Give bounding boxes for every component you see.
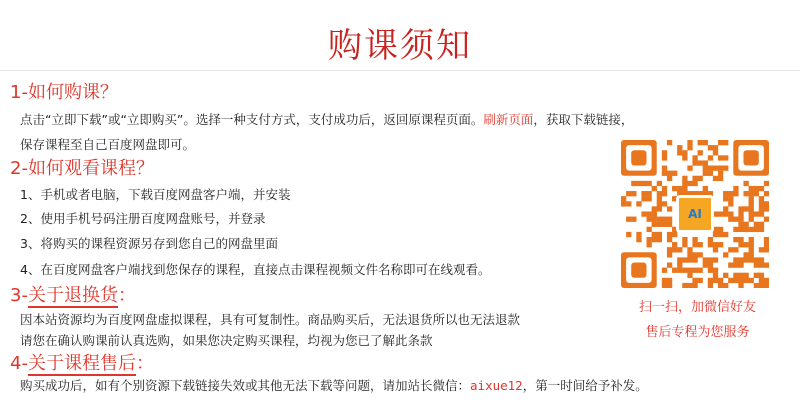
qr-module bbox=[738, 273, 743, 278]
qr-module bbox=[667, 247, 672, 252]
section2-heading: 2-如何观看课程？ bbox=[10, 158, 154, 179]
qr-module bbox=[698, 252, 703, 257]
qr-module bbox=[743, 222, 748, 227]
qr-module bbox=[754, 257, 759, 262]
qr-module bbox=[749, 237, 754, 242]
qr-module bbox=[764, 283, 769, 288]
qr-module bbox=[733, 237, 738, 242]
qr-module bbox=[692, 242, 697, 247]
qr-module bbox=[728, 211, 733, 216]
section4-line1-text: 购买成功后，如有个别资源下载链接失效或其他无法下载等问题，请加站长微信： bbox=[20, 378, 471, 393]
qr-module bbox=[738, 278, 743, 283]
qr-module bbox=[692, 278, 697, 283]
qr-module bbox=[743, 191, 748, 196]
qr-module bbox=[728, 247, 733, 252]
section4-heading-underlined: 关于课程售后 bbox=[27, 353, 136, 374]
qr-module bbox=[647, 237, 652, 242]
qr-module bbox=[738, 283, 743, 288]
qr-module bbox=[667, 232, 672, 237]
wechat-qr-code bbox=[621, 140, 769, 288]
qr-module bbox=[687, 247, 692, 252]
qr-module bbox=[631, 191, 636, 196]
qr-module bbox=[703, 257, 708, 262]
qr-module bbox=[647, 196, 652, 201]
qr-module bbox=[728, 191, 733, 196]
qr-module bbox=[759, 222, 764, 227]
qr-module bbox=[682, 181, 687, 186]
qr-module bbox=[718, 211, 723, 216]
section4-line1-tail: ，第一时间给予补发。 bbox=[522, 378, 648, 393]
qr-module bbox=[754, 211, 759, 216]
qr-module bbox=[657, 222, 662, 227]
section3-heading-underlined: 关于退换货 bbox=[27, 285, 118, 306]
qr-module bbox=[713, 145, 718, 150]
qr-module bbox=[708, 171, 713, 176]
qr-module bbox=[749, 186, 754, 191]
qr-module bbox=[647, 217, 652, 222]
qr-module bbox=[759, 278, 764, 283]
qr-module bbox=[657, 181, 662, 186]
qr-module bbox=[626, 201, 631, 206]
qr-module bbox=[718, 171, 723, 176]
qr-module bbox=[708, 283, 713, 288]
qr-module bbox=[703, 166, 708, 171]
qr-caption-1: 扫一扫，加微信好友 bbox=[638, 300, 756, 315]
qr-module bbox=[733, 217, 738, 222]
qr-module bbox=[754, 186, 759, 191]
qr-module bbox=[652, 206, 657, 211]
qr-module bbox=[621, 196, 626, 201]
qr-module bbox=[682, 237, 687, 242]
qr-module bbox=[738, 227, 743, 232]
qr-module bbox=[749, 201, 754, 206]
section3-heading-suffix: ： bbox=[117, 285, 136, 306]
qr-module bbox=[749, 196, 754, 201]
qr-module bbox=[657, 201, 662, 206]
qr-module bbox=[631, 217, 636, 222]
qr-module bbox=[682, 283, 687, 288]
qr-module bbox=[692, 252, 697, 257]
qr-module bbox=[641, 196, 646, 201]
qr-module bbox=[687, 273, 692, 278]
qr-module bbox=[733, 262, 738, 267]
qr-module bbox=[667, 217, 672, 222]
qr-module bbox=[652, 186, 657, 191]
qr-finder-pattern bbox=[743, 150, 758, 165]
qr-module bbox=[667, 206, 672, 211]
qr-module bbox=[759, 257, 764, 262]
qr-module bbox=[703, 262, 708, 267]
qr-module bbox=[738, 211, 743, 216]
qr-module bbox=[687, 145, 692, 150]
section1-line1-tail: ，获取下载链接， bbox=[533, 112, 634, 127]
qr-module bbox=[667, 278, 672, 283]
qr-module bbox=[728, 217, 733, 222]
section2-item-1: 1、手机或者电脑，下载百度网盘客户端，并安装 bbox=[20, 187, 291, 202]
qr-module bbox=[723, 252, 728, 257]
qr-module bbox=[692, 176, 697, 181]
qr-module bbox=[682, 242, 687, 247]
qr-center-logo: AI bbox=[676, 195, 714, 233]
qr-module bbox=[749, 247, 754, 252]
qr-module bbox=[708, 166, 713, 171]
qr-module bbox=[738, 242, 743, 247]
qr-module bbox=[692, 257, 697, 262]
qr-module bbox=[677, 262, 682, 267]
qr-module bbox=[738, 262, 743, 267]
section1-line1-text: 点击“立即下载”或“立即购买”。选择一种支付方式，支付成功后，返回原课程页面。 bbox=[20, 112, 484, 127]
qr-module bbox=[764, 191, 769, 196]
qr-module bbox=[723, 206, 728, 211]
qr-module bbox=[754, 283, 759, 288]
qr-module bbox=[749, 252, 754, 257]
qr-module bbox=[636, 237, 641, 242]
qr-module bbox=[723, 283, 728, 288]
section2-item-4: 4、在百度网盘客户端找到您保存的课程，直接点击课程视频文件名称即可在线观看。 bbox=[20, 262, 491, 277]
qr-module bbox=[636, 232, 641, 237]
qr-module bbox=[733, 191, 738, 196]
qr-module bbox=[703, 160, 708, 165]
qr-module bbox=[708, 262, 713, 267]
qr-module bbox=[708, 278, 713, 283]
qr-module bbox=[723, 140, 728, 145]
qr-module bbox=[733, 278, 738, 283]
qr-finder-pattern bbox=[631, 262, 646, 277]
qr-module bbox=[692, 237, 697, 242]
qr-module bbox=[682, 176, 687, 181]
section2-item-3: 3、将购买的课程资源另存到您自己的网盘里面 bbox=[20, 236, 278, 251]
qr-module bbox=[764, 201, 769, 206]
qr-module bbox=[667, 237, 672, 242]
qr-module bbox=[713, 150, 718, 155]
qr-module bbox=[733, 186, 738, 191]
qr-module bbox=[662, 222, 667, 227]
qr-module bbox=[641, 191, 646, 196]
qr-module bbox=[749, 217, 754, 222]
qr-module bbox=[647, 227, 652, 232]
qr-module bbox=[667, 262, 672, 267]
qr-module bbox=[743, 206, 748, 211]
qr-module bbox=[759, 211, 764, 216]
qr-module bbox=[764, 242, 769, 247]
qr-module bbox=[708, 237, 713, 242]
qr-module bbox=[764, 206, 769, 211]
qr-module bbox=[749, 257, 754, 262]
qr-module bbox=[667, 252, 672, 257]
qr-module bbox=[698, 140, 703, 145]
qr-finder-pattern bbox=[631, 150, 646, 165]
qr-module bbox=[677, 145, 682, 150]
qr-module bbox=[692, 283, 697, 288]
qr-module bbox=[647, 181, 652, 186]
qr-module bbox=[672, 232, 677, 237]
qr-module bbox=[703, 171, 708, 176]
qr-module bbox=[698, 150, 703, 155]
qr-module bbox=[667, 222, 672, 227]
qr-module bbox=[718, 232, 723, 237]
qr-module bbox=[759, 283, 764, 288]
qr-module bbox=[723, 191, 728, 196]
qr-module bbox=[672, 242, 677, 247]
qr-module bbox=[662, 166, 667, 171]
qr-module bbox=[723, 273, 728, 278]
section4-heading bbox=[10, 349, 154, 375]
qr-module bbox=[703, 186, 708, 191]
qr-module bbox=[743, 278, 748, 283]
qr-module bbox=[657, 217, 662, 222]
section3-line2: 请您在确认购课前认真选购，如果您决定购买课程，均视为您已了解此条款 bbox=[20, 333, 433, 348]
section1-line1 bbox=[20, 110, 633, 128]
qr-module bbox=[692, 155, 697, 160]
qr-module bbox=[682, 150, 687, 155]
qr-module bbox=[749, 206, 754, 211]
qr-module bbox=[718, 227, 723, 232]
qr-module bbox=[713, 257, 718, 262]
qr-module bbox=[743, 257, 748, 262]
qr-module bbox=[754, 227, 759, 232]
qr-module bbox=[764, 262, 769, 267]
qr-module bbox=[764, 237, 769, 242]
qr-module bbox=[733, 257, 738, 262]
qr-module bbox=[682, 186, 687, 191]
qr-module bbox=[759, 196, 764, 201]
qr-module bbox=[708, 257, 713, 262]
qr-module bbox=[743, 273, 748, 278]
qr-module bbox=[759, 201, 764, 206]
qr-module bbox=[682, 257, 687, 262]
qr-module bbox=[749, 211, 754, 216]
qr-module bbox=[723, 155, 728, 160]
qr-module bbox=[662, 268, 667, 273]
qr-module bbox=[692, 181, 697, 186]
qr-module bbox=[738, 206, 743, 211]
qr-module bbox=[718, 176, 723, 181]
qr-module bbox=[652, 211, 657, 216]
qr-module bbox=[754, 222, 759, 227]
qr-module bbox=[698, 160, 703, 165]
qr-module bbox=[662, 155, 667, 160]
qr-module bbox=[764, 217, 769, 222]
qr-module bbox=[677, 257, 682, 262]
qr-module bbox=[713, 278, 718, 283]
qr-module bbox=[713, 232, 718, 237]
qr-module bbox=[647, 191, 652, 196]
qr-module bbox=[718, 242, 723, 247]
qr-module bbox=[662, 171, 667, 176]
qr-module bbox=[743, 242, 748, 247]
qr-module bbox=[728, 278, 733, 283]
qr-module bbox=[687, 252, 692, 257]
qr-module bbox=[713, 242, 718, 247]
qr-module bbox=[713, 176, 718, 181]
qr-module bbox=[626, 191, 631, 196]
qr-module bbox=[672, 247, 677, 252]
qr-module bbox=[692, 268, 697, 273]
qr-module bbox=[667, 283, 672, 288]
qr-module bbox=[672, 186, 677, 191]
qr-module bbox=[749, 242, 754, 247]
qr-module bbox=[713, 273, 718, 278]
qr-caption-2: 售后专程为您服务 bbox=[645, 325, 750, 340]
qr-module bbox=[667, 176, 672, 181]
qr-module bbox=[718, 283, 723, 288]
qr-module bbox=[708, 155, 713, 160]
qr-module bbox=[626, 232, 631, 237]
section3-line1: 因本站资源均为百度网盘虚拟课程，具有可复制性。商品购买后，无法退货所以也无法退款 bbox=[20, 312, 521, 327]
qr-module bbox=[718, 278, 723, 283]
qr-module bbox=[723, 166, 728, 171]
qr-module bbox=[641, 211, 646, 216]
qr-module bbox=[754, 262, 759, 267]
section4-heading-suffix: ： bbox=[135, 353, 154, 374]
qr-module bbox=[759, 247, 764, 252]
qr-module bbox=[652, 232, 657, 237]
qr-module bbox=[754, 273, 759, 278]
qr-module bbox=[662, 201, 667, 206]
qr-module bbox=[662, 278, 667, 283]
qr-module bbox=[754, 191, 759, 196]
qr-module bbox=[692, 160, 697, 165]
section4-heading-prefix: 4- bbox=[10, 353, 28, 374]
qr-module bbox=[687, 140, 692, 145]
qr-module bbox=[672, 268, 677, 273]
qr-module bbox=[662, 150, 667, 155]
qr-module bbox=[723, 232, 728, 237]
qr-module bbox=[677, 186, 682, 191]
qr-module bbox=[641, 181, 646, 186]
qr-module bbox=[749, 191, 754, 196]
qr-module bbox=[677, 150, 682, 155]
qr-module bbox=[759, 262, 764, 267]
qr-module bbox=[687, 181, 692, 186]
qr-module bbox=[698, 176, 703, 181]
qr-module bbox=[662, 191, 667, 196]
qr-module bbox=[759, 273, 764, 278]
qr-module bbox=[652, 217, 657, 222]
qr-module bbox=[672, 171, 677, 176]
qr-module bbox=[708, 268, 713, 273]
qr-module bbox=[723, 211, 728, 216]
qr-module bbox=[687, 268, 692, 273]
qr-module bbox=[667, 140, 672, 145]
qr-module bbox=[662, 283, 667, 288]
qr-module bbox=[698, 268, 703, 273]
qr-module bbox=[738, 217, 743, 222]
qr-module bbox=[698, 278, 703, 283]
qr-module bbox=[687, 166, 692, 171]
qr-module bbox=[708, 242, 713, 247]
qr-module bbox=[703, 140, 708, 145]
qr-module bbox=[687, 257, 692, 262]
qr-module bbox=[621, 201, 626, 206]
qr-module bbox=[713, 268, 718, 273]
qr-module bbox=[647, 211, 652, 216]
qr-module bbox=[764, 247, 769, 252]
qr-module bbox=[733, 247, 738, 252]
qr-module bbox=[657, 206, 662, 211]
page-title: 购课须知 bbox=[328, 26, 472, 66]
qr-module bbox=[652, 237, 657, 242]
qr-module bbox=[713, 166, 718, 171]
qr-module bbox=[647, 242, 652, 247]
qr-module bbox=[667, 171, 672, 176]
qr-module bbox=[708, 145, 713, 150]
qr-module bbox=[682, 268, 687, 273]
qr-module bbox=[652, 222, 657, 227]
qr-module bbox=[749, 227, 754, 232]
qr-module bbox=[657, 191, 662, 196]
section3-heading bbox=[10, 281, 136, 307]
qr-module bbox=[749, 278, 754, 283]
section4-line1 bbox=[20, 376, 648, 394]
qr-module bbox=[636, 181, 641, 186]
qr-module bbox=[743, 181, 748, 186]
qr-module bbox=[657, 232, 662, 237]
qr-module bbox=[718, 140, 723, 145]
qr-module bbox=[636, 201, 641, 206]
section3-heading-prefix: 3- bbox=[10, 285, 28, 306]
qr-module bbox=[738, 237, 743, 242]
qr-module bbox=[677, 268, 682, 273]
wechat-id: aixue12 bbox=[470, 378, 523, 393]
qr-module bbox=[733, 273, 738, 278]
qr-module bbox=[743, 252, 748, 257]
section2-item-2: 2、使用手机号码注册百度网盘账号，并登录 bbox=[20, 211, 266, 226]
qr-module bbox=[728, 201, 733, 206]
qr-module bbox=[764, 278, 769, 283]
title-divider bbox=[0, 70, 800, 71]
qr-module bbox=[759, 227, 764, 232]
qr-module bbox=[743, 227, 748, 232]
qr-module bbox=[713, 247, 718, 252]
qr-module bbox=[718, 166, 723, 171]
qr-module bbox=[764, 181, 769, 186]
qr-module bbox=[682, 155, 687, 160]
qr-module bbox=[662, 186, 667, 191]
qr-module bbox=[738, 222, 743, 227]
qr-module bbox=[759, 206, 764, 211]
qr-module bbox=[718, 155, 723, 160]
qr-module bbox=[738, 257, 743, 262]
qr-module bbox=[723, 196, 728, 201]
qr-module bbox=[677, 247, 682, 252]
section1-heading: 1-如何购课？ bbox=[10, 82, 118, 103]
qr-module bbox=[687, 283, 692, 288]
qr-module bbox=[631, 181, 636, 186]
section1-line2: 保存课程至自己百度网盘即可。 bbox=[20, 137, 196, 152]
qr-module bbox=[759, 186, 764, 191]
qr-module bbox=[733, 227, 738, 232]
qr-module bbox=[626, 217, 631, 222]
qr-module bbox=[662, 217, 667, 222]
qr-module bbox=[728, 262, 733, 267]
qr-module bbox=[657, 196, 662, 201]
qr-module bbox=[657, 237, 662, 242]
qr-module bbox=[728, 196, 733, 201]
qr-module bbox=[698, 242, 703, 247]
refresh-page-highlight: 刷新页面 bbox=[483, 112, 534, 127]
